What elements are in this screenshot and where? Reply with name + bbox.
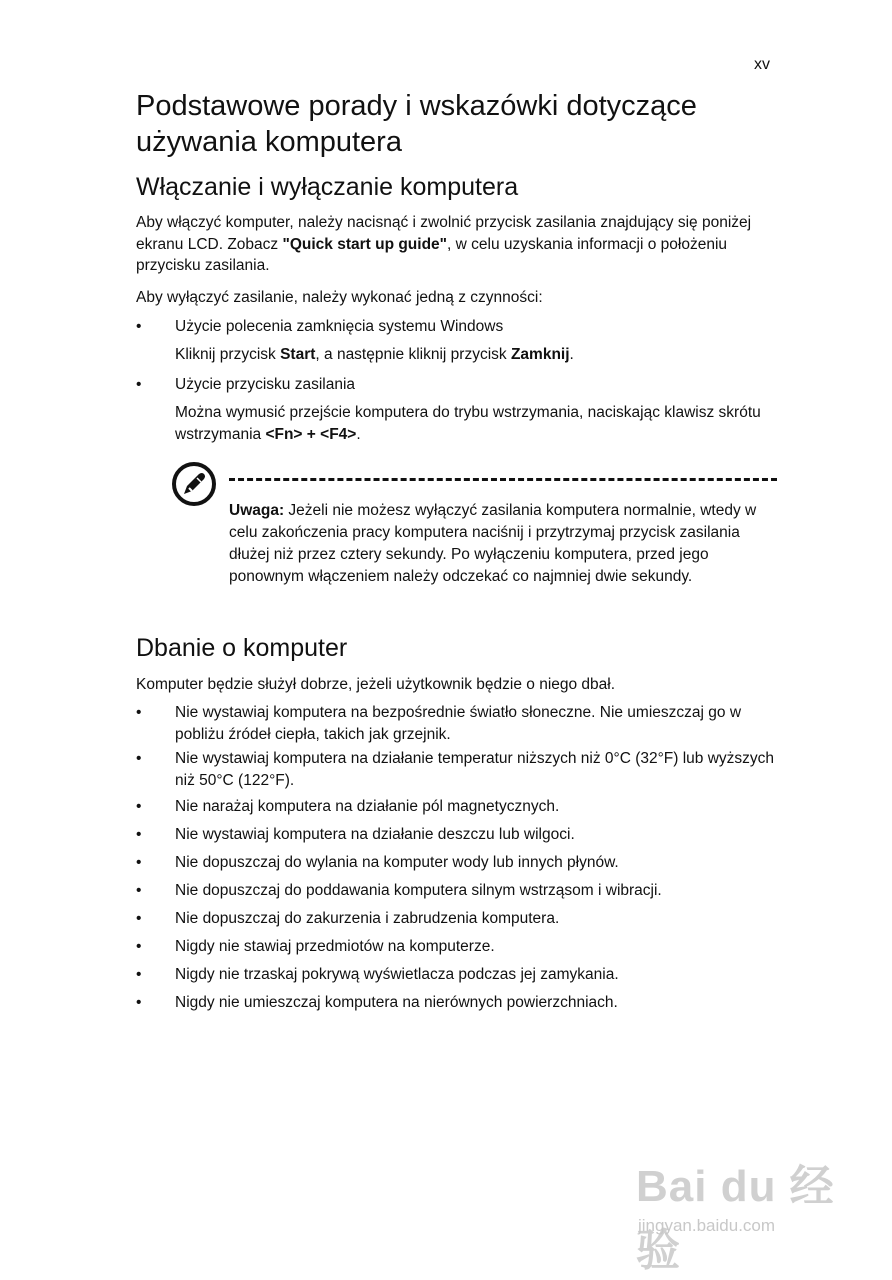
list-item-text: Nigdy nie umieszczaj komputera na nierównych powierzchniach. xyxy=(175,994,618,1011)
sleep-instruction xyxy=(175,402,785,445)
page-number: xv xyxy=(754,56,770,73)
note-body: Jeżeli nie możesz wyłączyć zasilania komputera normalnie, wtedy w celu zakończenia pracy komputera naciśnij i przytrzymaj przycisk zasilania dłużej niż przez cztery sekundy. Po wyłączeniu komputera, przed jego ponownym włączeniem należy odczekać co najmniej dwie sekundy. xyxy=(229,502,757,585)
watermark-logo: Bai du 经验 xyxy=(636,1162,835,1275)
bullet-dot: • xyxy=(136,798,142,815)
list-item-text: Nie wystawiaj komputera na działanie temperatur niższych niż 0°C (32°F) lub wyższych niż 50°C (122°F). xyxy=(175,750,775,789)
shutdown-instruction xyxy=(175,344,785,366)
bullet-dot: • xyxy=(136,966,142,983)
bullet-dot: • xyxy=(136,938,142,955)
list-item-text: Nigdy nie stawiaj przedmiotów na komputerze. xyxy=(175,938,495,955)
bullet-dot: • xyxy=(136,376,142,393)
list-item-text: Nie dopuszczaj do zakurzenia i zabrudzenia komputera. xyxy=(175,910,560,927)
list-item-text: Nie dopuszczaj do poddawania komputera silnym wstrząsom i wibracji. xyxy=(175,882,662,899)
instr-text: . xyxy=(569,346,574,363)
section-heading-care: Dbanie o komputer xyxy=(136,634,348,662)
bullet-dot: • xyxy=(136,994,142,1011)
sleep-hotkey: <Fn> + <F4> xyxy=(265,425,357,443)
note-text xyxy=(229,500,779,588)
watermark-url: jingyan.baidu.com xyxy=(638,1216,776,1235)
instr-text: . xyxy=(356,425,361,443)
bullet-dot: • xyxy=(136,854,142,871)
zamknij-keyword: Zamknij xyxy=(510,346,570,363)
baidu-watermark xyxy=(630,1140,850,1275)
note-pen-icon xyxy=(171,461,217,507)
list-item-text: Użycie przycisku zasilania xyxy=(175,376,356,393)
bullet-dot: • xyxy=(136,910,142,927)
note-label: Uwaga: xyxy=(229,502,285,519)
power-on-text-a: Aby włączyć komputer, należy nacisnąć i zwolnić przycisk zasilania znajdujący się poniżej ekranu LCD. Zobacz xyxy=(136,214,752,253)
instr-text: , a następnie kliknij przycisk xyxy=(315,346,511,363)
bullet-dot: • xyxy=(136,882,142,899)
list-item-text: Nigdy nie trzaskaj pokrywą wyświetlacza podczas jej zamykania. xyxy=(175,966,619,983)
list-item-text: Nie narażaj komputera na działanie pól magnetycznych. xyxy=(175,798,560,815)
bullet-dot: • xyxy=(136,704,142,721)
list-item-text: Nie dopuszczaj do wylania na komputer wody lub innych płynów. xyxy=(175,854,619,871)
note-divider xyxy=(229,478,777,481)
list-item-text: Nie wystawiaj komputera na bezpośrednie światło słoneczne. Nie umieszczaj go w pobliżu źródeł ciepła, takich jak grzejnik. xyxy=(175,704,742,743)
bullet-dot: • xyxy=(136,750,142,767)
power-on-text-b: , w celu uzyskania informacji o położeniu przycisku zasilania. xyxy=(136,235,728,274)
page-title: Podstawowe porady i wskazówki dotyczące używania komputera xyxy=(136,90,697,158)
power-on-paragraph xyxy=(136,212,781,277)
bullet-dot: • xyxy=(136,318,142,335)
instr-text: Kliknij przycisk xyxy=(175,346,281,363)
bullet-dot: • xyxy=(136,826,142,843)
quick-start-guide-ref: "Quick start up guide" xyxy=(282,235,448,253)
list-item-text: Nie wystawiaj komputera na działanie deszczu lub wilgoci. xyxy=(175,826,575,843)
power-off-intro: Aby wyłączyć zasilanie, należy wykonać jedną z czynności: xyxy=(136,289,543,306)
care-intro: Komputer będzie służył dobrze, jeżeli użytkownik będzie o niego dbał. xyxy=(136,676,616,693)
start-keyword: Start xyxy=(280,346,316,363)
instr-text: Można wymusić przejście komputera do trybu wstrzymania, naciskając klawisz skrótu wstrzymania xyxy=(175,404,761,443)
list-item-text: Użycie polecenia zamknięcia systemu Windows xyxy=(175,318,504,335)
section-heading-power: Włączanie i wyłączanie komputera xyxy=(136,173,519,201)
